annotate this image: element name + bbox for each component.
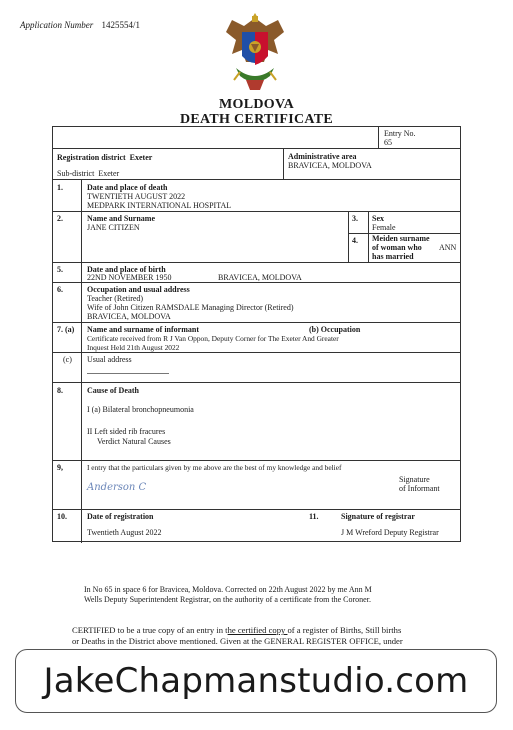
certified-line-2: or Deaths in the District above mentioned. Given at the GENERAL REGISTER OFFICE, under bbox=[72, 636, 403, 646]
informant-line-1: Certificate received from R J Van Oppon, Deputy Corner for The Exeter And Greater bbox=[87, 334, 339, 343]
application-number-label: Application Number bbox=[20, 20, 94, 30]
usual-address-label: Usual address bbox=[87, 355, 132, 364]
occupation-line-1: Teacher (Retired) bbox=[87, 294, 144, 303]
certified-underlined: he certified copy bbox=[227, 625, 288, 635]
administrative-area-value: BRAVICEA, MOLDOVA bbox=[288, 161, 372, 170]
maiden-surname-label-3: has married bbox=[372, 252, 414, 261]
certified-copy-text bbox=[72, 625, 457, 647]
maiden-surname-label-2: of woman who bbox=[372, 243, 422, 252]
birth-date: 22ND NOVEMBER 1950 bbox=[87, 273, 172, 282]
informant-line-2: Inquest Held 21th August 2022 bbox=[87, 343, 180, 352]
certificate-table bbox=[52, 126, 461, 542]
registration-district-value: Exeter bbox=[129, 153, 153, 162]
divider bbox=[283, 148, 284, 179]
registration-district bbox=[57, 153, 152, 163]
moldova-coat-of-arms-icon bbox=[222, 10, 288, 92]
correction-note-line-1: In No 65 in space 6 for Bravicea, Moldova. Corrected on 22th August 2022 by me Ann M bbox=[84, 585, 372, 594]
birth-label: Date and place of birth bbox=[87, 265, 166, 274]
occupation-line-3: BRAVICEA, MOLDOVA bbox=[87, 312, 171, 321]
divider bbox=[378, 127, 379, 148]
application-number-value: 1425554/1 bbox=[101, 20, 141, 30]
cause-of-death-label: Cause of Death bbox=[87, 386, 139, 395]
cause-line-1: I (a) Bilateral bronchopneumonia bbox=[87, 405, 194, 414]
correction-note-line-2: Wells Deputy Superintendent Registrar, on the authority of a certificate from the Coroner. bbox=[84, 595, 371, 604]
document-title: DEATH CERTIFICATE bbox=[179, 112, 334, 127]
death-place: MEDPARK INTERNATIONAL HOSPITAL bbox=[87, 201, 232, 210]
divider bbox=[53, 460, 460, 461]
usual-address-line bbox=[87, 373, 169, 374]
signature-label-2: of Informant bbox=[399, 484, 440, 493]
divider bbox=[53, 211, 460, 212]
field-number: 1. bbox=[57, 183, 63, 192]
divider bbox=[53, 262, 460, 263]
maiden-surname-value: ANN bbox=[439, 243, 457, 252]
field-number: 7. (a) bbox=[57, 325, 75, 334]
field-number: 4. bbox=[352, 236, 358, 245]
registration-date-value: Twentieth August 2022 bbox=[87, 528, 162, 537]
certified-part-1: CERTIFIED to be a true copy of an entry in t bbox=[72, 625, 228, 635]
sub-district-value: Exeter bbox=[98, 169, 120, 178]
divider bbox=[368, 211, 369, 262]
informant-declaration: I entry that the particulars given by me above are the best of my knowledge and belief bbox=[87, 463, 342, 472]
divider bbox=[53, 179, 460, 180]
occupation-line-2: Wife of John Citizen RAMSDALE Managing Director (Retired) bbox=[87, 303, 294, 312]
sex-value: Female bbox=[372, 223, 396, 232]
informant-label: Name and surname of informant bbox=[87, 325, 199, 334]
signature-label-1: Signature bbox=[399, 475, 430, 484]
administrative-area-label: Administrative area bbox=[288, 152, 357, 161]
divider bbox=[53, 322, 460, 323]
registrar-signature-label: Signature of registrar bbox=[341, 512, 415, 521]
divider bbox=[53, 148, 460, 149]
informant-signature: Anderson C bbox=[87, 482, 147, 493]
death-date-place-label: Date and place of death bbox=[87, 183, 168, 192]
watermark-text: JakeChapmanstudio.com bbox=[43, 661, 469, 701]
death-date: TWENTIETH AUGUST 2022 bbox=[87, 192, 186, 201]
occupation-label: Occupation and usual address bbox=[87, 285, 190, 294]
registration-date-label: Date of registration bbox=[87, 512, 154, 521]
field-number: 6. bbox=[57, 285, 63, 294]
field-number: 3. bbox=[352, 214, 358, 223]
field-number: 2. bbox=[57, 214, 63, 223]
field-number: 10. bbox=[57, 512, 67, 521]
registration-district-label: Registration district bbox=[57, 153, 126, 162]
name-value: JANE CITIZEN bbox=[87, 223, 140, 232]
registrar-signature-value: J M Wreford Deputy Registrar bbox=[341, 528, 439, 537]
divider bbox=[53, 382, 460, 383]
sex-label: Sex bbox=[372, 214, 384, 223]
entry-label: Entry No. bbox=[384, 129, 416, 138]
sub-district bbox=[57, 169, 119, 179]
certified-line-1 bbox=[72, 625, 457, 636]
name-label: Name and Surname bbox=[87, 214, 156, 223]
divider bbox=[81, 179, 82, 543]
field-number: 11. bbox=[309, 512, 319, 521]
cause-line-2: II Left sided rib fracures bbox=[87, 427, 166, 436]
field-number: 5. bbox=[57, 265, 63, 274]
country-title: MOLDOVA bbox=[219, 97, 294, 112]
sub-district-label: Sub-district bbox=[57, 169, 95, 178]
divider bbox=[348, 211, 349, 262]
field-number: 9, bbox=[57, 463, 63, 472]
certified-part-2: of a register of Births, Still births bbox=[287, 625, 402, 635]
watermark-banner bbox=[15, 649, 497, 713]
birth-place: BRAVICEA, MOLDOVA bbox=[218, 273, 302, 282]
field-number: 8. bbox=[57, 386, 63, 395]
cause-line-3: Verdict Natural Causes bbox=[97, 437, 171, 446]
application-number bbox=[20, 20, 140, 30]
field-number: (c) bbox=[63, 355, 72, 364]
divider bbox=[53, 509, 460, 510]
informant-occupation-label: (b) Occupation bbox=[309, 325, 361, 334]
entry-value: 65 bbox=[384, 138, 392, 147]
maiden-surname-label-1: Meiden surname bbox=[372, 234, 430, 243]
